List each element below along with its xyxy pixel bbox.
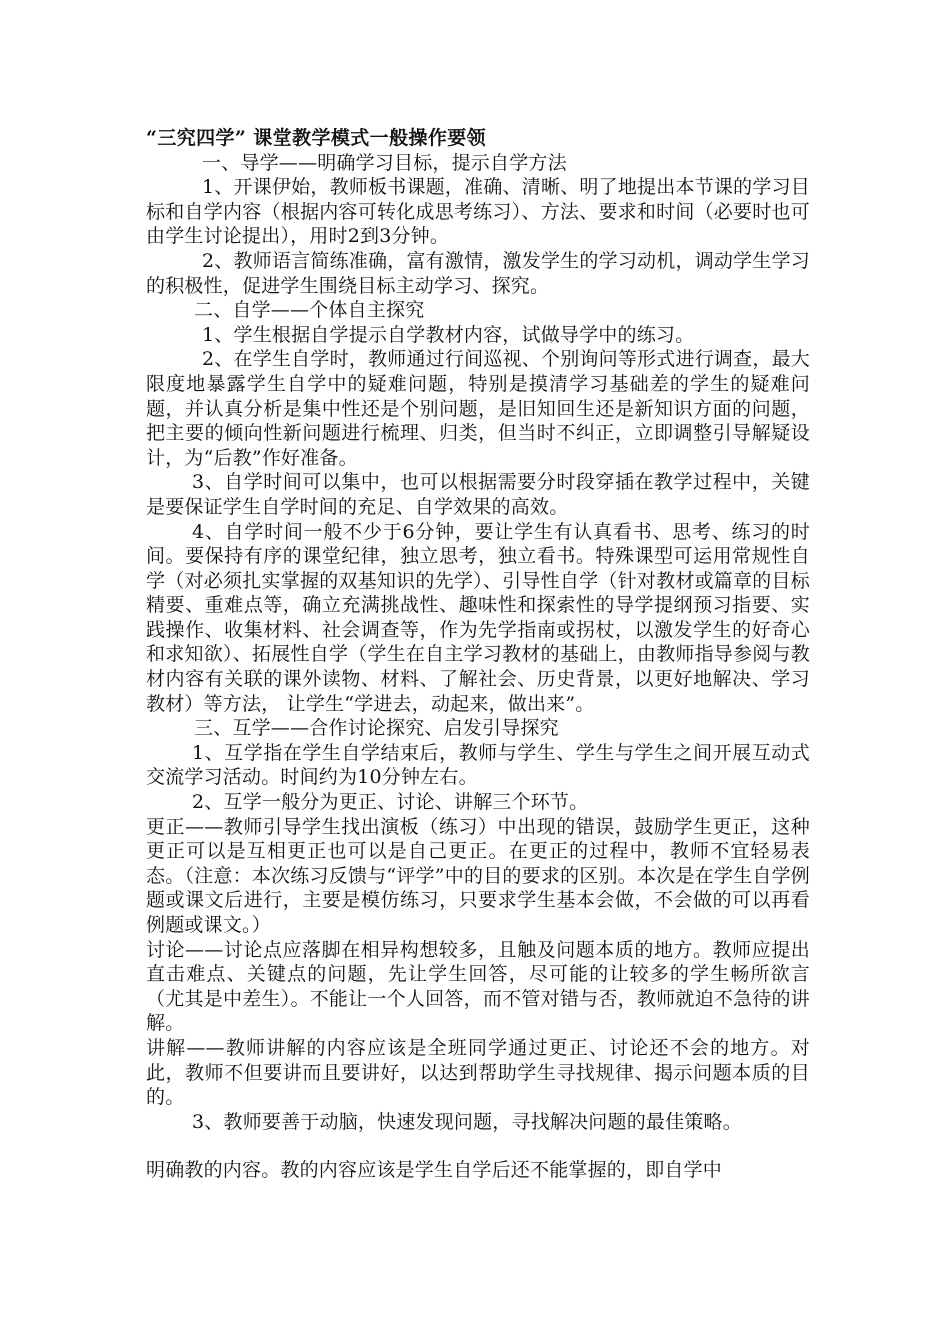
section-3-heading: 三、互学——合作讨论探究、启发引导探究 (194, 717, 559, 740)
paragraph: 2、教师语言简练准确，富有激情，激发学生的学习动机，调动学生学习的积极性，促进学生围绕目标主动学习、探究。 (146, 249, 810, 297)
paragraph: 1、开课伊始，教师板书课题，准确、清晰、明了地提出本节课的学习目标和自学内容（根据内容可转化成思考练习）、方法、要求和时间（必要时也可由学生讨论提出），用时2到3分钟。 (146, 176, 810, 248)
paragraph: 1、学生根据自学提示自学教材内容，试做导学中的练习。 (202, 323, 695, 346)
section-2-heading: 二、自学——个体自主探究 (194, 299, 425, 322)
paragraph: 明确教的内容。教的内容应该是学生自学后还不能掌握的，即自学中 (146, 1159, 723, 1182)
paragraph: 4、自学时间一般不少于6分钟，要让学生有认真看书、思考、练习的时间。要保持有序的课堂纪律，独立思考，独立看书。特殊课型可运用常规性自学（对必须扎实掌握的双基知识的先学）、引导性自学（针对教材或篇章的目标精要、重难点等，确立充满挑战性、趣味性和探索性的导学提纲预习指要、实践操作、收集材料、社会调查等，作为先学指南或拐杖，以激发学生的好奇心和求知欲）、拓展性自学（学生在自主学习教材的基础上，由教师指导参阅与教材内容有关联的课外读物、材料、了解社会、历史背景，以更好地解决、学习教材）等方法， 让学生“学进去，动起来，做出来”。 (146, 520, 810, 715)
correction-paragraph: 更正——教师引导学生找出演板（练习）中出现的错误，鼓励学生更正，这种更正可以是互相更正也可以是自己更正。在更正的过程中，教师不宜轻易表态。（注意：本次练习反馈与“评学”中的目的要求的区别。本次是在学生自学例题或课文后进行，主要是模仿练习，只要求学生基本会做，不会做的可以再看例题或课文。） (146, 815, 810, 936)
paragraph: 2、互学一般分为更正、讨论、讲解三个环节。 (192, 791, 589, 814)
discussion-paragraph: 讨论——讨论点应落脚在相异构想较多，且触及问题本质的地方。教师应提出直击难点、关键点的问题，先让学生回答，尽可能的让较多的学生畅所欲言（尤其是中差生）。不能让一个人回答，而不管对错与否，教师就迫不急待的讲解。 (146, 938, 810, 1035)
explanation-paragraph: 讲解——教师讲解的内容应该是全班同学通过更正、讨论还不会的地方。对此，教师不但要讲而且要讲好，以达到帮助学生寻找规律、揭示问题本质的目的。 (146, 1036, 810, 1109)
paragraph: 1、互学指在学生自学结束后，教师与学生、学生与学生之间开展互动式交流学习活动。时间约为10分钟左右。 (146, 741, 810, 789)
document-title: “三究四学” 课堂教学模式一般操作要领 (146, 127, 487, 149)
paragraph: 3、自学时间可以集中，也可以根据需要分时段穿插在教学过程中，关键是要保证学生自学时间的充足、自学效果的高效。 (146, 471, 810, 518)
document-body (146, 126, 810, 1183)
paragraph: 2、在学生自学时，教师通过行间巡视、个别询问等形式进行调查，最大限度地暴露学生自学中的疑难问题，特别是摸清学习基础差的学生的疑难问题，并认真分析是集中性还是个别问题，是旧知回生还是新知识方面的问题，把主要的倾向性新问题进行梳理、归类，但当时不纠正，立即调整引导解疑设计，为“后教”作好准备。 (146, 348, 810, 469)
paragraph: 3、教师要善于动脑，快速发现问题，寻找解决问题的最佳策略。 (192, 1110, 742, 1133)
blank-line (146, 1134, 810, 1158)
section-1-heading: 一、导学——明确学习目标，提示自学方法 (202, 151, 567, 174)
